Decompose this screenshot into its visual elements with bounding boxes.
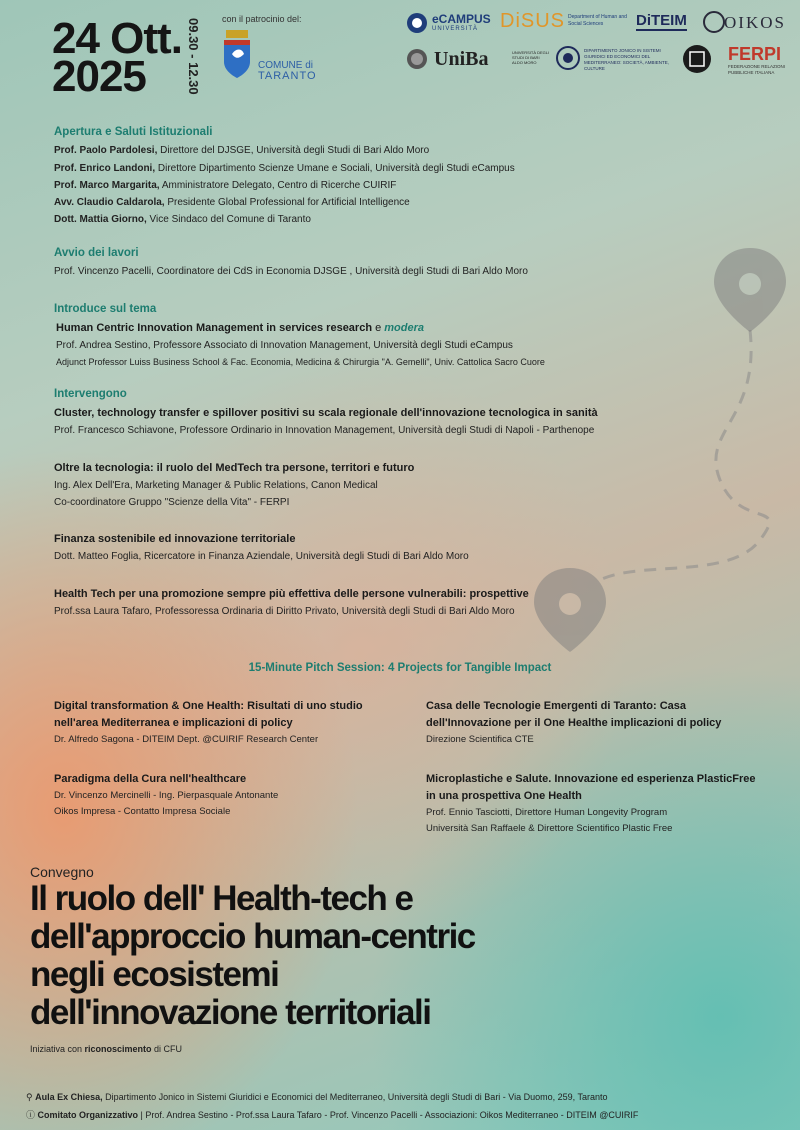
pitch-title-line: Microplastiche e Salute. Innovazione ed esperienza PlasticFree: [426, 773, 756, 785]
map-pin-icon: [534, 568, 606, 652]
ecampus-name: eCAMPUS: [432, 12, 491, 26]
pitch-project: [54, 698, 414, 748]
talk-title: Finanza sostenibile ed innovazione territoriale: [54, 533, 296, 545]
uniba-name: UniBa: [434, 48, 489, 70]
uniba-sub: UNIVERSITÀ DEGLI STUDI DI BARI ALDO MORO: [512, 50, 550, 65]
cfu-note: Iniziativa con riconoscimento di CFU: [30, 1044, 183, 1054]
pitch-speaker: Prof. Ennio Tasciotti, Direttore Human Longevity Program: [426, 807, 668, 818]
comune-line1: COMUNE di: [258, 60, 314, 71]
talk-title: Health Tech per una promozione sempre più effettiva delle persone vulnerabili: prospettive: [54, 588, 529, 600]
section-introduce-heading: Introduce sul tema: [54, 303, 157, 315]
pitch-title-line: in una prospettiva One Health: [426, 790, 582, 802]
pitch-title-line: Digital transformation & One Health: Risultati di uno studio: [54, 700, 363, 712]
ecampus-sub: UNIVERSITÀ: [432, 26, 479, 32]
speaker-line: Avv. Claudio Caldarola, Presidente Global Professional for Artificial Intelligence: [54, 197, 410, 208]
oikos-ring-icon: [702, 10, 726, 34]
speaker-line: Dott. Mattia Giorno, Vice Sindaco del Comune di Taranto: [54, 214, 311, 225]
patronage-label: con il patrocinio del:: [222, 14, 302, 24]
event-title-line: negli ecosistemi: [30, 955, 279, 994]
pitch-speaker: Dr. Alfredo Sagona - DITEIM Dept. @CUIRIF Research Center: [54, 734, 319, 745]
uniba-seal-icon: [406, 48, 428, 70]
talk-speaker: Prof.ssa Laura Tafaro, Professoressa Ordinaria di Diritto Privato, Università degli Studi di Bari Aldo Moro: [54, 606, 515, 617]
talk-speaker: Prof. Francesco Schiavone, Professore Ordinario in Innovation Management, Università degli Studi di Napoli - Parthenope: [54, 425, 595, 436]
diteim-logo: DiTEIM: [636, 12, 687, 29]
talk-speaker: Co-coordinatore Gruppo "Scienze della Vita" - FERPI: [54, 497, 290, 508]
speaker-line: Prof. Enrico Landoni, Direttore Dipartimento Scienze Umane e Sociali, Università degli Studi eCampus: [54, 163, 515, 174]
event-date-year: 2025: [52, 52, 146, 101]
speaker-line: Prof. Marco Margarita, Amministratore Delegato, Centro di Ricerche CUIRIF: [54, 180, 397, 191]
committee-line: ⓘ Comitato Organizzativo | Prof. Andrea Sestino - Prof.ssa Laura Tafaro - Prof. Vincenzo Pacelli - Associazioni: Oikos Mediterraneo - DITEIM @CUIRIF: [26, 1110, 639, 1120]
section-avvio-heading: Avvio dei lavori: [54, 247, 139, 259]
taranto-crest-icon: [222, 28, 252, 84]
introduce-line2: Adjunct Professor Luiss Business School & Fac. Economia, Medicina & Chirurgia "A. Gemelli", Univ. Cattolica Sacro Cuore: [56, 357, 545, 367]
pitch-session-heading: 15-Minute Pitch Session: 4 Projects for Tangible Impact: [248, 662, 552, 674]
event-time: 09.30 - 12.30: [186, 18, 201, 95]
talk-speaker: Dott. Matteo Foglia, Ricercatore in Finanza Aziendale, Università degli Studi di Bari Aldo Moro: [54, 551, 469, 562]
pitch-project: [426, 771, 786, 837]
event-title-line: Il ruolo dell' Health-tech e: [30, 879, 413, 918]
info-icon: ⓘ: [26, 1110, 36, 1120]
event-title: [30, 880, 475, 1032]
pitch-title-line: dell'Innovazione per il One Healthe implicazioni di policy: [426, 717, 722, 729]
pitch-project: [426, 698, 786, 748]
comune-taranto-label: [258, 60, 317, 82]
cuirif-seal-icon: [682, 44, 712, 74]
venue-line: ⚲ Aula Ex Chiesa, Dipartimento Jonico in Sistemi Giuridici e Economici del Mediterraneo, Università degli Studi di Bari - Via Duomo, 259, Taranto: [26, 1092, 608, 1102]
dipartimento-name: DIPARTIMENTO JONICO IN SISTEMI GIURIDICI ED ECONOMICI DEL MEDITERRANEO: SOCIETÀ, AMBIENTE, CULTURE: [584, 48, 670, 71]
ecampus-seal-icon: [406, 12, 428, 34]
map-pin-icon: [714, 248, 786, 332]
introduce-line1: Prof. Andrea Sestino, Professore Associato di Innovation Management, Università degli Studi eCampus: [56, 340, 513, 351]
convegno-label: Convegno: [30, 864, 94, 880]
speaker-line: Prof. Paolo Pardolesi, Direttore del DJSGE, Università degli Studi di Bari Aldo Moro: [54, 145, 430, 156]
pitch-title-line: Paradigma della Cura nell'healthcare: [54, 773, 247, 785]
talk-title: Cluster, technology transfer e spillover positivi su scala regionale dell'innovazione tecnologica in sanità: [54, 407, 598, 419]
disus-name: DiSUS: [500, 10, 566, 32]
pitch-title-line: nell'area Mediterranea e implicazioni di policy: [54, 717, 293, 729]
pitch-project: [54, 771, 414, 820]
location-pin-icon: ⚲: [26, 1092, 33, 1102]
event-title-line: dell'innovazione territoriali: [30, 993, 431, 1032]
disus-sub: Department of Human and Social Sciences: [568, 14, 627, 27]
pitch-title-line: Casa delle Tecnologie Emergenti di Taranto: Casa: [426, 700, 686, 712]
pitch-speaker: Direzione Scientifica CTE: [426, 734, 534, 745]
event-title-line: dell'approccio human-centric: [30, 917, 475, 956]
event-date-day: 24 Ott.: [52, 14, 182, 63]
pitch-speaker: Università San Raffaele & Direttore Scientifico Plastic Free: [426, 823, 673, 834]
section-intervengono-heading: Intervengono: [54, 388, 127, 400]
comune-line2: TARANTO: [258, 70, 317, 82]
avvio-line: Prof. Vincenzo Pacelli, Coordinatore dei CdS in Economia DJSGE , Università degli Studi di Bari Aldo Moro: [54, 266, 528, 277]
talk-speaker: Ing. Alex Dell'Era, Marketing Manager & Public Relations, Canon Medical: [54, 480, 378, 491]
pitch-speaker: Dr. Vincenzo Mercinelli - Ing. Pierpasquale Antonante: [54, 790, 279, 801]
talk-title: Oltre la tecnologia: il ruolo del MedTech tra persone, territori e futuro: [54, 462, 415, 474]
pitch-speaker: Oikos Impresa - Contatto Impresa Sociale: [54, 806, 231, 817]
ferpi-name: FERPI: [728, 44, 782, 64]
oikos-name: OIKOS: [724, 13, 786, 32]
ferpi-sub: FEDERAZIONE RELAZIONI PUBBLICHE ITALIANA: [728, 64, 786, 75]
introduce-title: Human Centric Innovation Management in services research e modera: [56, 322, 425, 334]
dipartimento-seal-icon: [556, 46, 580, 70]
section-opening-heading: Apertura e Saluti Istituzionali: [54, 126, 213, 138]
